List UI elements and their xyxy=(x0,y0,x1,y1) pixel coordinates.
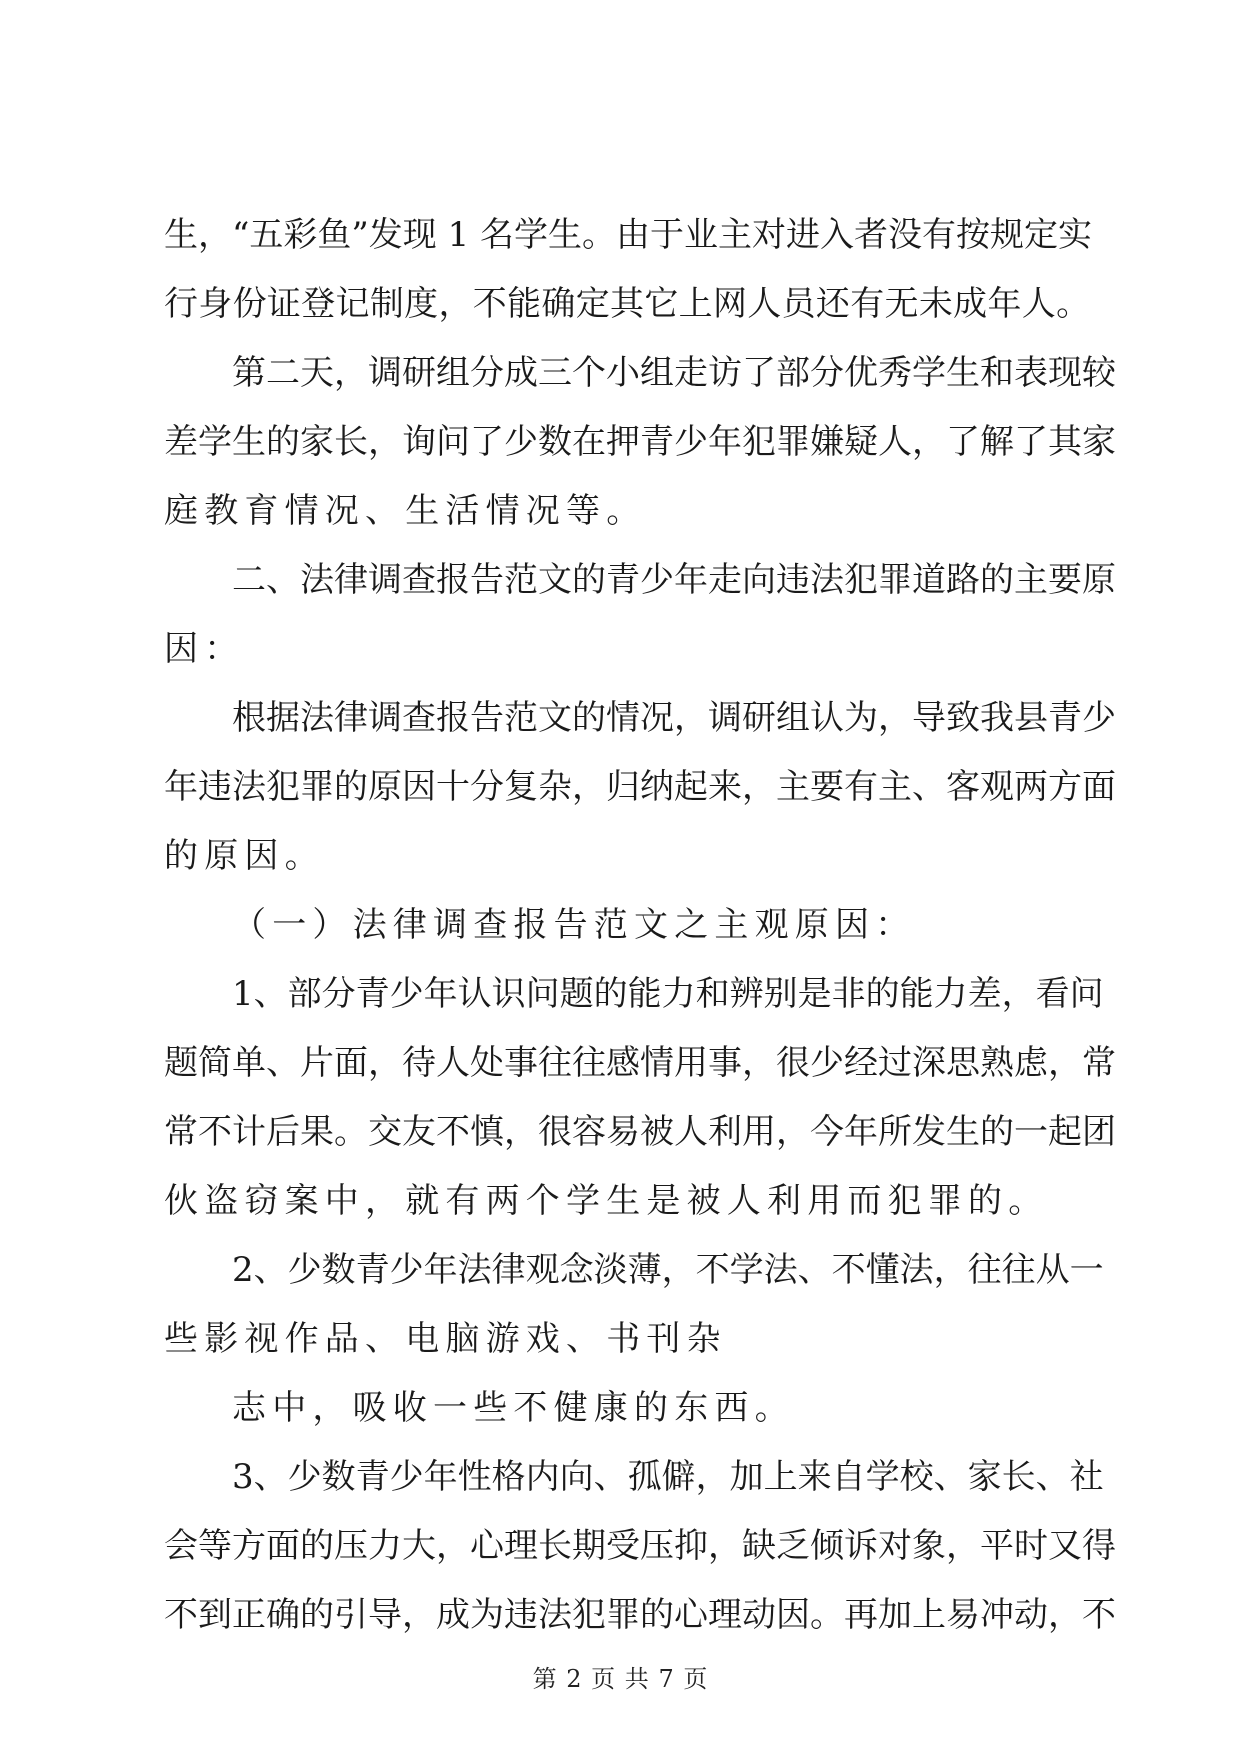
text-line-8: 根据法律调查报告范文的情况，调研组认为，导致我县青少 xyxy=(232,698,1116,738)
text-line-16: 2、少数青少年法律观念淡薄，不学法、不懂法，往往从一 xyxy=(232,1250,1104,1290)
text-line-9: 年违法犯罪的原因十分复杂，归纳起来，主要有主、客观两方面 xyxy=(164,767,1116,807)
text-line-13: 题简单、片面，待人处事往往感情用事，很少经过深思熟虑，常 xyxy=(164,1043,1116,1083)
text-line-7: 因： xyxy=(164,629,245,669)
text-line-17: 些影视作品、电脑游戏、书刊杂 xyxy=(164,1319,727,1359)
text-line-6: 二、法律调查报告范文的青少年走向违法犯罪道路的主要原 xyxy=(232,560,1116,600)
text-line-1: 生，“五彩鱼”发现 1 名学生。由于业主对进入者没有按规定实 xyxy=(164,215,1093,255)
text-line-2: 行身份证登记制度，不能确定其它上网人员还有无未成年人。 xyxy=(164,284,1091,324)
text-line-21: 不到正确的引导，成为违法犯罪的心理动因。再加上易冲动，不 xyxy=(164,1595,1116,1635)
text-line-11: （一）法律调查报告范文之主观原因： xyxy=(232,905,916,945)
text-line-18: 志中，吸收一些不健康的东西。 xyxy=(232,1388,795,1428)
text-line-10: 的原因。 xyxy=(164,836,325,876)
text-line-14: 常不计后果。交友不慎，很容易被人利用，今年所发生的一起团 xyxy=(164,1112,1116,1152)
text-line-5: 庭教育情况、生活情况等。 xyxy=(164,491,647,531)
text-line-15: 伙盗窃案中，就有两个学生是被人利用而犯罪的。 xyxy=(164,1181,1049,1221)
text-line-12: 1、部分青少年认识问题的能力和辨别是非的能力差，看问 xyxy=(232,974,1104,1014)
text-line-4: 差学生的家长，询问了少数在押青少年犯罪嫌疑人，了解了其家 xyxy=(164,422,1116,462)
text-line-3: 第二天，调研组分成三个小组走访了部分优秀学生和表现较 xyxy=(232,353,1116,393)
page-number-footer: 第 2 页 共 7 页 xyxy=(532,1665,709,1693)
text-line-19: 3、少数青少年性格内向、孤僻，加上来自学校、家长、社 xyxy=(232,1457,1104,1497)
text-line-20: 会等方面的压力大，心理长期受压抑，缺乏倾诉对象，平时又得 xyxy=(164,1526,1116,1566)
